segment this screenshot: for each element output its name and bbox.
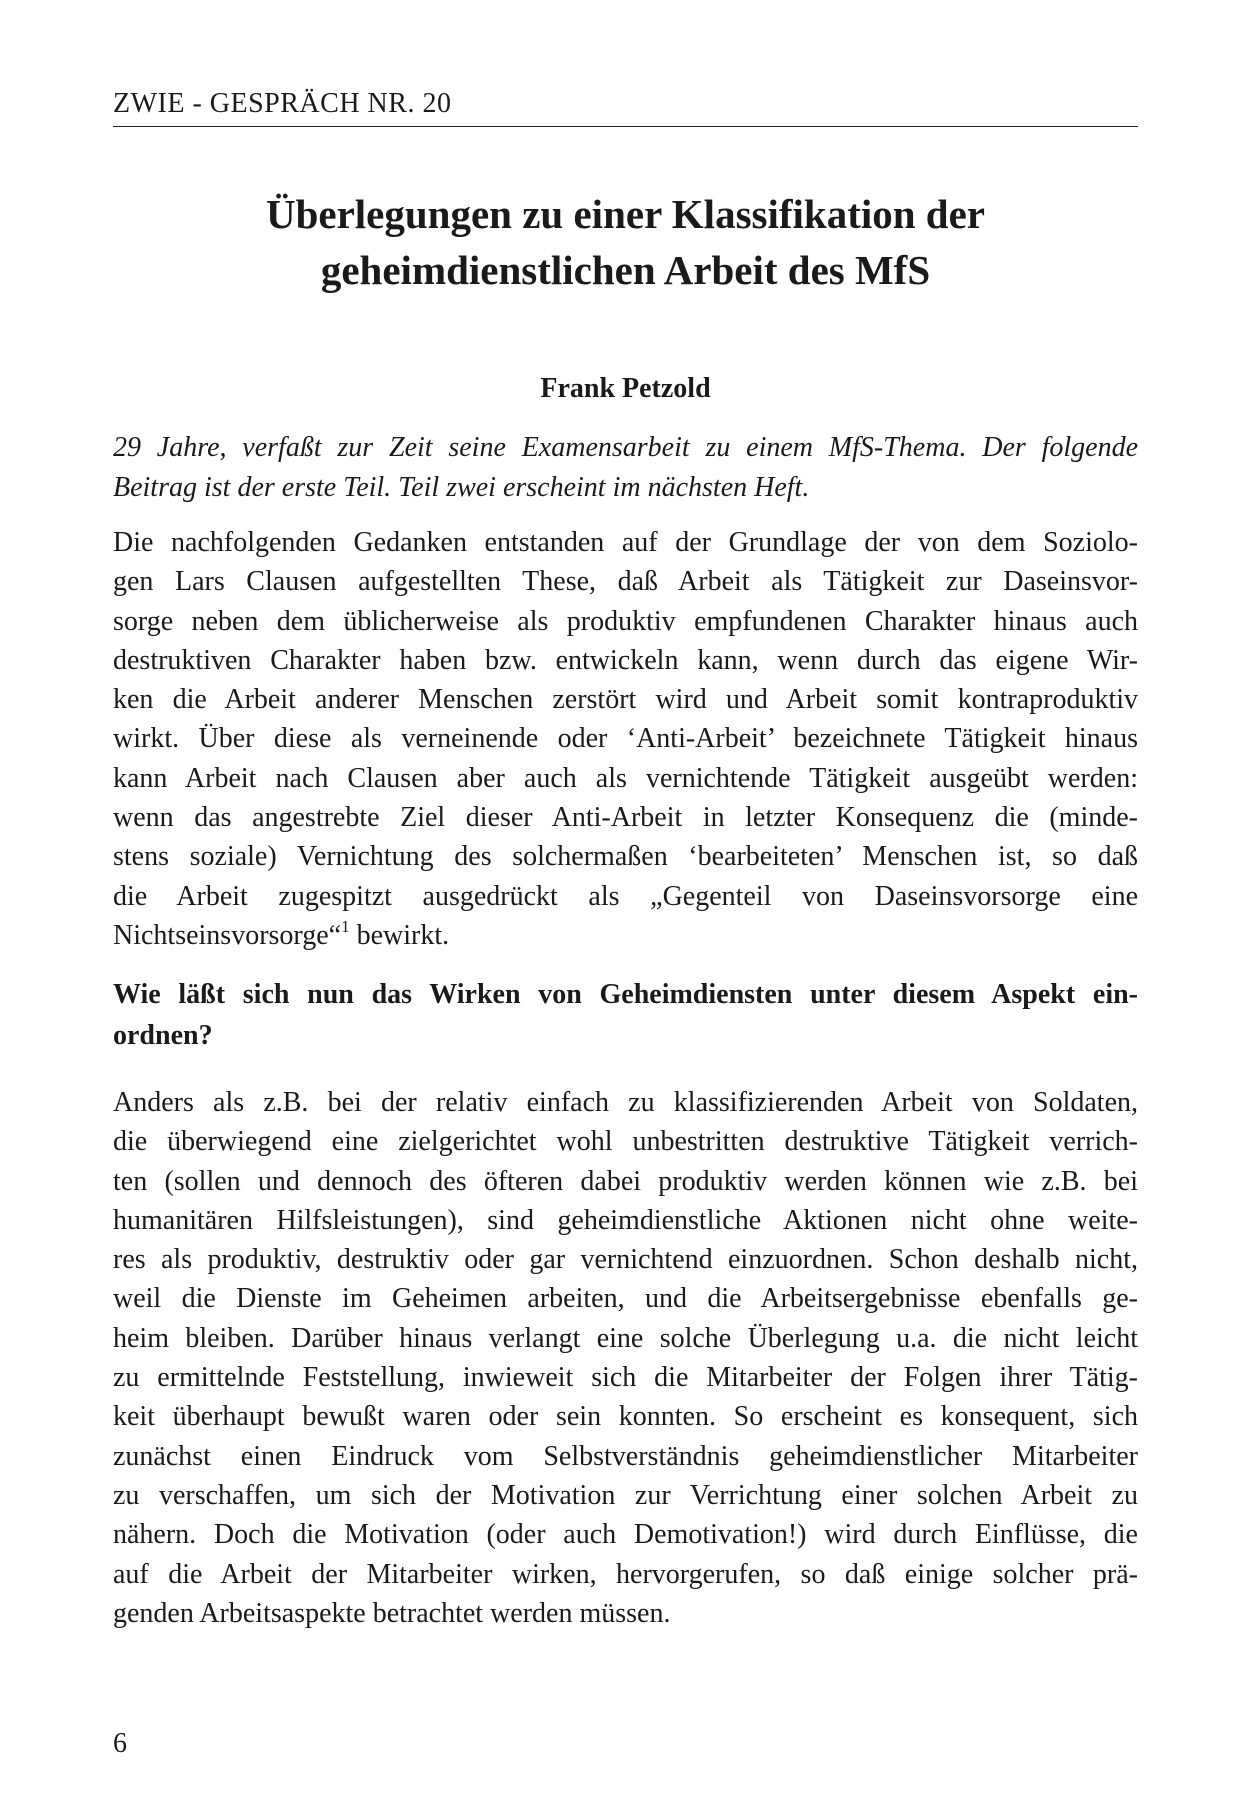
- text-line: gen Lars Clausen aufgestellten These, daß Arbeit als Tätigkeit zur Daseinsvor-: [113, 566, 1138, 598]
- text-line: die überwiegend eine zielgerichtet wohl unbestritten destruktive Tätigkeit verrich-: [113, 1126, 1138, 1158]
- text-line: Anders als z.B. bei der relativ einfach zu klassifizierenden Arbeit von Soldaten,: [113, 1087, 1138, 1118]
- heading-line: Wie läßt sich nun das Wirken von Geheimdiensten unter diesem Aspekt ein-: [113, 979, 1138, 1010]
- text-line: Die nachfolgenden Gedanken entstanden auf der Grundlage der von dem Soziolo-: [113, 527, 1138, 558]
- text-line: die Arbeit zugespitzt ausgedrückt als „Gegenteil von Daseinsvorsorge eine: [113, 880, 1138, 912]
- page-number: 6: [113, 1728, 127, 1759]
- text-line: heim bleiben. Darüber hinaus verlangt eine solche Überlegung u.a. die nicht leicht: [113, 1322, 1138, 1354]
- text-line: ten (sollen und dennoch des öfteren dabei produktiv werden können wie z.B. bei: [113, 1165, 1138, 1197]
- article-title-line: geheimdienstlichen Arbeit des MfS: [320, 247, 931, 293]
- text-line: stens soziale) Vernichtung des solchermaßen ‘bearbeiteten’ Menschen ist, so daß: [113, 841, 1138, 873]
- paragraph-2: [113, 1083, 1138, 1633]
- text-line: humanitären Hilfsleistungen), sind geheimdienstliche Aktionen nicht ohne weite-: [113, 1204, 1138, 1236]
- author-name: Frank Petzold: [540, 373, 711, 404]
- paragraph-1: [113, 523, 1138, 955]
- text-line: kann Arbeit nach Clausen aber auch als vernichtende Tätigkeit ausgeübt werden:: [113, 762, 1138, 794]
- text-line: weil die Dienste im Geheimen arbeiten, und die Arbeitsergebnisse ebenfalls ge-: [113, 1283, 1138, 1315]
- text-line: keit überhaupt bewußt waren oder sein konnten. So erscheint es konsequent, sich: [113, 1401, 1138, 1433]
- footnote-marker[interactable]: 1: [341, 916, 350, 936]
- running-header: [113, 88, 1138, 127]
- author-intro: [113, 428, 1138, 508]
- text-line: wirkt. Über diese als verneinende oder ‘Anti-Arbeit’ bezeichnete Tätigkeit hinaus: [113, 723, 1138, 755]
- text-fragment: bewirkt.: [349, 919, 450, 951]
- text-line: sorge neben dem üblicherweise als produktiv empfundenen Charakter hinaus auch: [113, 605, 1138, 637]
- heading-line: ordnen?: [113, 1020, 213, 1051]
- section-heading: [113, 974, 1138, 1056]
- article-title: [113, 186, 1138, 298]
- text-line-last: [113, 916, 1138, 955]
- article-title-line: Überlegungen zu einer Klassifikation der: [265, 191, 986, 237]
- intro-line: 29 Jahre, verfaßt zur Zeit seine Examensarbeit zu einem MfS-Thema. Der folgende: [113, 432, 1138, 463]
- running-title: ZWIE - GESPRÄCH NR. 20: [113, 88, 452, 119]
- intro-line: Beitrag ist der erste Teil. Teil zwei erscheint im nächsten Heft.: [113, 472, 810, 503]
- text-line: res als produktiv, destruktiv oder gar vernichtend einzuordnen. Schon deshalb nicht,: [113, 1244, 1138, 1276]
- text-line: wenn das angestrebte Ziel dieser Anti-Arbeit in letzter Konsequenz die (minde-: [113, 802, 1138, 834]
- text-line: zu verschaffen, um sich der Motivation zur Verrichtung einer solchen Arbeit zu: [113, 1479, 1138, 1511]
- text-line: ken die Arbeit anderer Menschen zerstört wird und Arbeit somit kontraproduktiv: [113, 684, 1138, 716]
- text-line: destruktiven Charakter haben bzw. entwickeln kann, wenn durch das eigene Wir-: [113, 644, 1138, 676]
- text-line: nähern. Doch die Motivation (oder auch Demotivation!) wird durch Einflüsse, die: [113, 1519, 1138, 1551]
- text-line: zunächst einen Eindruck vom Selbstverständnis geheimdienstlicher Mitarbeiter: [113, 1440, 1138, 1472]
- text-fragment: Nichtseinsvorsorge“: [113, 919, 342, 951]
- text-line: genden Arbeitsaspekte betrachtet werden müssen.: [113, 1597, 671, 1629]
- text-line: zu ermittelnde Feststellung, inwieweit sich die Mitarbeiter der Folgen ihrer Tätig-: [113, 1362, 1138, 1394]
- text-line: auf die Arbeit der Mitarbeiter wirken, hervorgerufen, so daß einige solcher prä-: [113, 1558, 1138, 1590]
